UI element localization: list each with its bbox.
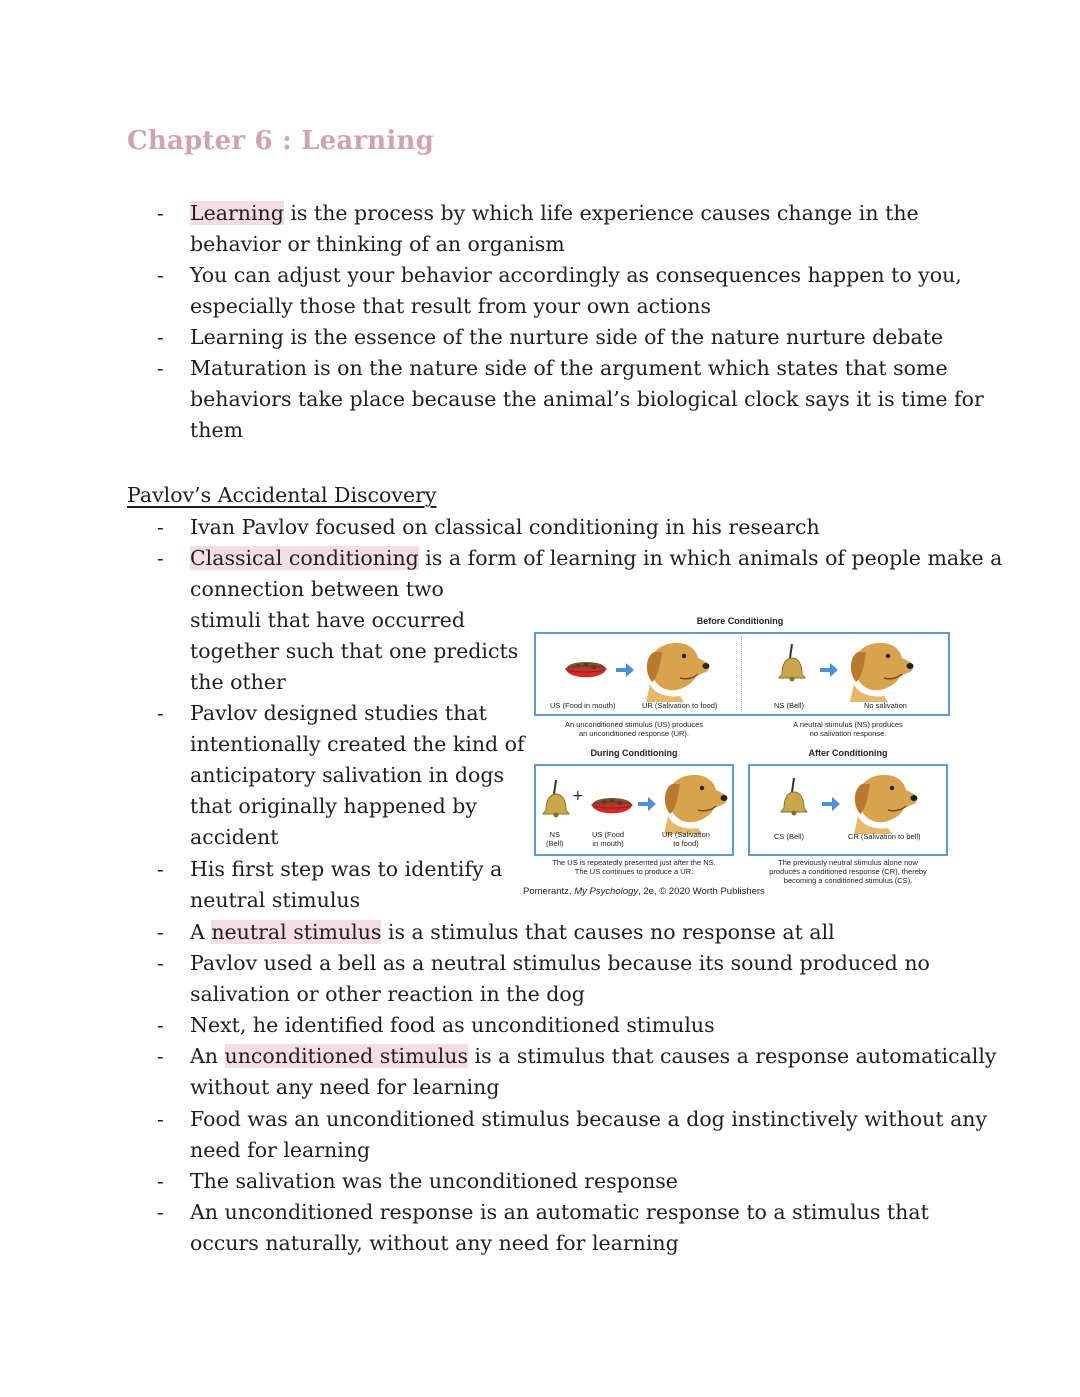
arrow-icon bbox=[820, 662, 838, 678]
during-conditioning-title: During Conditioning bbox=[590, 748, 678, 758]
highlight-term: neutral stimulus bbox=[211, 920, 382, 944]
bullet-dash: - bbox=[157, 1013, 164, 1037]
list-item: Maturation is on the nature side of the argument which states that some bbox=[190, 356, 948, 380]
credit-book: My Psychology bbox=[574, 886, 639, 897]
credit-text: Pomerantz, bbox=[523, 886, 575, 897]
highlight-term: unconditioned stimulus bbox=[224, 1044, 468, 1068]
list-item-cont: connection between two bbox=[190, 577, 444, 601]
credit-text: , 2e, © 2020 Worth Publishers bbox=[638, 886, 765, 897]
list-item: An unconditioned response is an automatic response to a stimulus that bbox=[190, 1200, 929, 1224]
list-item: Pavlov designed studies that bbox=[190, 701, 487, 725]
list-item-cont: together such that one predicts bbox=[190, 639, 519, 663]
text: is a form of learning in which animals of people make a bbox=[418, 546, 1003, 570]
us-label: US (Food in mouth) bbox=[550, 701, 616, 710]
bullet-dash: - bbox=[157, 857, 164, 881]
bullet-dash: - bbox=[157, 1107, 164, 1131]
caption-line: An unconditioned stimulus (US) produces bbox=[565, 720, 703, 729]
caption bbox=[748, 720, 948, 738]
list-item: You can adjust your behavior accordingly as consequences happen to you, bbox=[190, 263, 962, 287]
label-line: to food) bbox=[673, 839, 699, 848]
label-line: US (Food bbox=[592, 830, 625, 839]
ns-bell-label bbox=[546, 830, 564, 848]
arrow-icon bbox=[638, 796, 656, 812]
bullet-dash: - bbox=[157, 201, 164, 225]
label-line: in mouth) bbox=[592, 839, 624, 848]
list-item-cont: that originally happened by bbox=[190, 794, 477, 818]
text: is a stimulus that causes no response at all bbox=[381, 920, 835, 944]
list-item-cont: occurs naturally, without any need for learning bbox=[190, 1231, 679, 1255]
caption-line: no salivation response. bbox=[809, 729, 887, 738]
after-conditioning-title: After Conditioning bbox=[808, 748, 888, 758]
bullet-dash: - bbox=[157, 325, 164, 349]
after-panel bbox=[748, 764, 948, 856]
caption-line: becoming a conditioned stimulus (CS). bbox=[783, 876, 913, 885]
list-item: Next, he identified food as unconditioned stimulus bbox=[190, 1013, 715, 1037]
caption bbox=[746, 858, 950, 885]
caption-line: A neutral stimulus (NS) produces bbox=[793, 720, 903, 729]
dog-icon bbox=[658, 770, 730, 836]
food-bowl-icon bbox=[564, 658, 608, 682]
bullet-dash: - bbox=[157, 1200, 164, 1224]
figure-credit bbox=[523, 886, 765, 897]
arrow-icon bbox=[616, 662, 634, 678]
bullet-dash: - bbox=[157, 546, 164, 570]
bell-icon bbox=[780, 778, 808, 818]
list-item-cont: without any need for learning bbox=[190, 1075, 500, 1099]
caption-line: The US is repeatedly presented just after the NS. bbox=[552, 858, 716, 867]
dog-icon bbox=[640, 638, 712, 704]
list-item-cont: salivation or other reaction in the dog bbox=[190, 982, 585, 1006]
dog-icon bbox=[848, 770, 920, 836]
no-salivation-label: No salivation bbox=[864, 701, 907, 710]
bullet-dash: - bbox=[157, 701, 164, 725]
text: is the process by which life experience causes change in the bbox=[283, 201, 919, 225]
caption-line: The previously neutral stimulus alone now bbox=[778, 858, 918, 867]
cr-label: CR (Salivation to bell) bbox=[848, 832, 921, 841]
highlight-term: Learning bbox=[190, 201, 284, 225]
bullet-dash: - bbox=[157, 1169, 164, 1193]
list-item-cont: behavior or thinking of an organism bbox=[190, 232, 565, 256]
bullet-dash: - bbox=[157, 1044, 164, 1068]
bullet-dash: - bbox=[157, 263, 164, 287]
list-item bbox=[190, 543, 1002, 574]
bullet-dash: - bbox=[157, 356, 164, 380]
text: A bbox=[190, 920, 212, 944]
arrow-icon bbox=[822, 796, 840, 812]
during-panel bbox=[534, 764, 734, 856]
bell-icon bbox=[778, 644, 806, 684]
text: is a stimulus that causes a response automatically bbox=[468, 1044, 997, 1068]
list-item: His first step was to identify a bbox=[190, 857, 503, 881]
list-item: Learning is the essence of the nurture side of the nature nurture debate bbox=[190, 325, 944, 349]
list-item-cont: stimuli that have occurred bbox=[190, 608, 466, 632]
ns-label: NS (Bell) bbox=[774, 701, 805, 710]
panel-divider bbox=[741, 636, 742, 712]
food-bowl-icon bbox=[590, 794, 634, 818]
conditioning-figure bbox=[520, 612, 956, 902]
text: An bbox=[190, 1044, 225, 1068]
label-line: (Bell) bbox=[546, 839, 564, 848]
caption bbox=[534, 720, 734, 738]
list-item-cont: intentionally created the kind of bbox=[190, 732, 525, 756]
list-item-cont: them bbox=[190, 418, 244, 442]
bullet-dash: - bbox=[157, 515, 164, 539]
bell-icon bbox=[542, 780, 570, 820]
highlight-term: Classical conditioning bbox=[190, 546, 419, 570]
bullet-dash: - bbox=[157, 920, 164, 944]
caption-line: The US continues to produce a UR. bbox=[574, 867, 694, 876]
list-item-cont: behaviors take place because the animal’s biological clock says it is time for bbox=[190, 387, 984, 411]
list-item bbox=[190, 1041, 997, 1072]
list-item: Pavlov used a bell as a neutral stimulus because its sound produced no bbox=[190, 951, 930, 975]
us-food-label bbox=[592, 830, 624, 848]
list-item bbox=[190, 917, 835, 948]
list-item-cont: neutral stimulus bbox=[190, 888, 361, 912]
section-heading: Pavlov’s Accidental Discovery bbox=[127, 483, 437, 507]
before-conditioning-title: Before Conditioning bbox=[696, 616, 784, 626]
list-item-cont: anticipatory salivation in dogs bbox=[190, 763, 504, 787]
caption-line: produces a conditioned response (CR), thereby bbox=[769, 867, 927, 876]
list-item bbox=[190, 198, 919, 229]
list-item: The salivation was the unconditioned response bbox=[190, 1169, 678, 1193]
plus-sign: + bbox=[572, 788, 584, 804]
before-panel bbox=[534, 632, 950, 716]
bullet-dash: - bbox=[157, 951, 164, 975]
label-line: UR (Salivation bbox=[662, 830, 710, 839]
list-item: Ivan Pavlov focused on classical conditioning in his research bbox=[190, 515, 820, 539]
list-item-cont: the other bbox=[190, 670, 286, 694]
list-item-cont: accident bbox=[190, 825, 279, 849]
cs-label: CS (Bell) bbox=[774, 832, 805, 841]
label-line: NS bbox=[549, 830, 560, 839]
page-title: Chapter 6 : Learning bbox=[127, 126, 434, 156]
dog-icon bbox=[844, 638, 916, 704]
caption-line: an unconditioned response (UR). bbox=[578, 729, 690, 738]
list-item-cont: especially those that result from your own actions bbox=[190, 294, 712, 318]
caption bbox=[534, 858, 734, 876]
ur-label: UR (Salivation to food) bbox=[642, 701, 718, 710]
list-item-cont: need for learning bbox=[190, 1138, 371, 1162]
ur-salivation-label bbox=[662, 830, 710, 848]
list-item: Food was an unconditioned stimulus because a dog instinctively without any bbox=[190, 1107, 988, 1131]
